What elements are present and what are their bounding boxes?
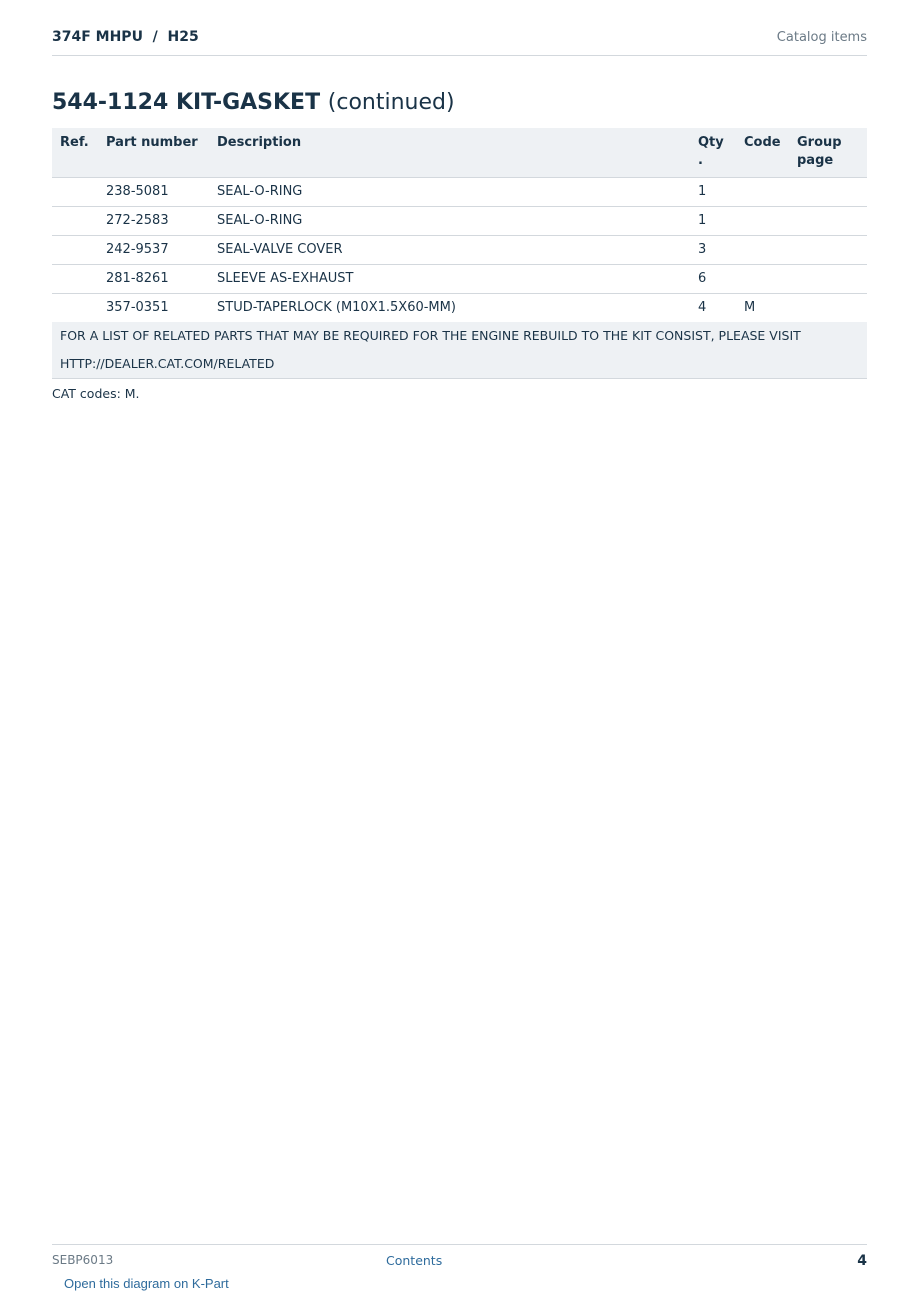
cell-code (736, 178, 789, 207)
page-header (52, 28, 867, 56)
cell-code (736, 207, 789, 236)
cell-group-page (789, 294, 867, 323)
note-row (52, 322, 867, 379)
table-row (52, 236, 867, 265)
cell-part-number: 238-5081 (98, 178, 209, 207)
cell-part-number: 281-8261 (98, 265, 209, 294)
cell-part-number: 242-9537 (98, 236, 209, 265)
cell-qty: 3 (690, 236, 736, 265)
cell-description: STUD-TAPERLOCK (M10X1.5X60-MM) (217, 300, 456, 315)
cell-part-number: 272-2583 (98, 207, 209, 236)
cell-ref (52, 178, 98, 207)
cell-ref (52, 265, 98, 294)
cell-description: SEAL-O-RING (209, 207, 690, 236)
cell-ref (52, 294, 98, 323)
cell-code (736, 265, 789, 294)
cell-group-page (789, 265, 867, 294)
header-code: Code (736, 128, 789, 178)
cell-qty: 1 (690, 207, 736, 236)
cat-codes: CAT codes: M. (52, 386, 140, 401)
header-description: Description (209, 128, 690, 178)
related-parts-note (52, 322, 867, 379)
cell-group-page (789, 178, 867, 207)
table-row (52, 207, 867, 236)
section-label: Catalog items (776, 30, 867, 45)
table-row (52, 294, 867, 323)
cell-code (736, 236, 789, 265)
table-row (52, 265, 867, 294)
note-line-1: FOR A LIST OF RELATED PARTS THAT MAY BE REQUIRED FOR THE ENGINE REBUILD TO THE KIT CONSIST, PLEASE VISIT (60, 328, 801, 343)
document-id: SEBP6013 (52, 1253, 114, 1267)
cell-ref (52, 236, 98, 265)
cell-part-number: 357-0351 (106, 300, 169, 315)
contents-link[interactable]: Contents (386, 1253, 443, 1268)
header-ref: Ref. (52, 128, 98, 178)
continued-label: (continued) (327, 90, 455, 115)
cell-ref (52, 207, 98, 236)
cell-qty: 1 (690, 178, 736, 207)
kpart-diagram-link[interactable]: Open this diagram on K-Part (64, 1276, 229, 1291)
kit-title: 544-1124 KIT-GASKET (52, 90, 321, 115)
page-footer (52, 1244, 867, 1275)
cell-qty: 6 (690, 265, 736, 294)
breadcrumb: 374F MHPU / H25 (52, 29, 199, 45)
page-number: 4 (857, 1253, 867, 1269)
header-part-number: Part number (98, 128, 209, 178)
cell-description: SLEEVE AS-EXHAUST (209, 265, 690, 294)
table-header-row (52, 128, 867, 178)
cell-description: SEAL-O-RING (209, 178, 690, 207)
cell-group-page (789, 207, 867, 236)
table-row (52, 178, 867, 207)
cell-description: SEAL-VALVE COVER (209, 236, 690, 265)
note-line-2: HTTP://DEALER.CAT.COM/RELATED (60, 356, 275, 371)
cell-qty: 4 (698, 300, 707, 315)
page-title (52, 88, 455, 118)
header-group-page: Group page (789, 128, 867, 178)
cell-group-page (789, 236, 867, 265)
header-qty: Qty . (690, 128, 736, 178)
cell-code: M (744, 300, 756, 315)
parts-table (52, 128, 867, 379)
